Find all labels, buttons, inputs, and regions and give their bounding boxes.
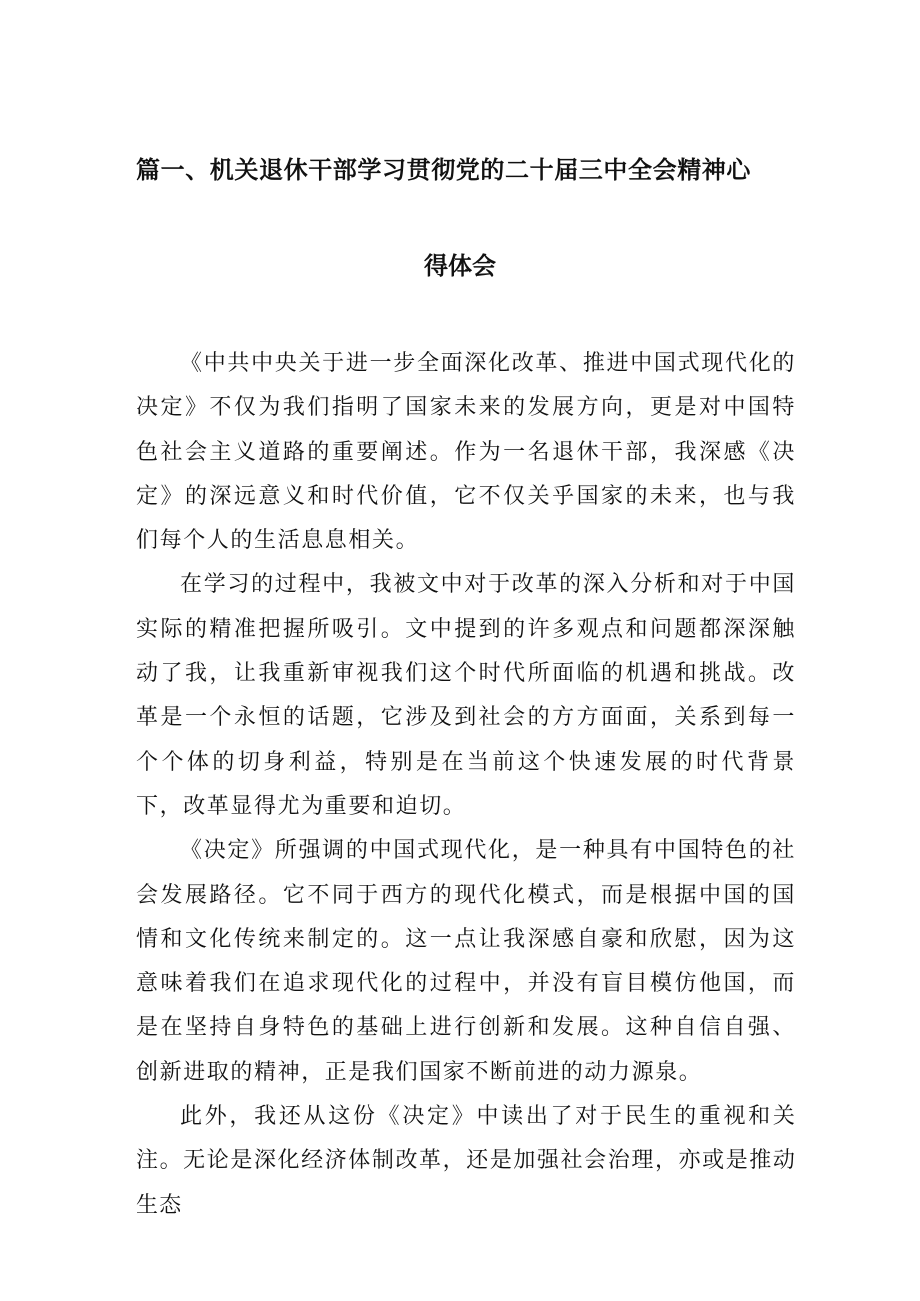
paragraph-3: 《决定》所强调的中国式现代化，是一种具有中国特色的社会发展路径。它不同于西方的现代化模式，而是根据中国的国情和文化传统来制定的。这一点让我深感自豪和欣慰，因为这意味着我们在追求现代化的过程中，并没有盲目模仿他国，而是在坚持自身特色的基础上进行创新和发展。这种自信自强、创新进取的精神，正是我们国家不断前进的动力源泉。 bbox=[136, 838, 796, 1085]
paragraph-2: 在学习的过程中，我被文中对于改革的深入分析和对于中国实际的精准把握所吸引。文中提到的许多观点和问题都深深触动了我，让我重新审视我们这个时代所面临的机遇和挑战。改革是一个永恒的话题，它涉及到社会的方方面面，关系到每一个个体的切身利益，特别是在当前这个快速发展的时代背景下，改革显得尤为重要和迫切。 bbox=[136, 572, 796, 819]
paragraph-1: 《中共中央关于进一步全面深化改革、推进中国式现代化的决定》不仅为我们指明了国家未来的发展方向，更是对中国特色社会主义道路的重要阐述。作为一名退休干部，我深感《决定》的深远意义和时代价值，它不仅关乎国家的未来，也与我们每个人的生活息息相关。 bbox=[136, 351, 796, 554]
paragraph-4: 此外，我还从这份《决定》中读出了对于民生的重视和关注。无论是深化经济体制改革，还是加强社会治理，亦或是推动生态 bbox=[136, 1104, 796, 1218]
document-title-line-1: 篇一、机关退休干部学习贯彻党的二十届三中全会精神心 bbox=[136, 156, 751, 184]
document-body bbox=[136, 342, 796, 1228]
document-title-line-2: 得体会 bbox=[424, 252, 496, 280]
